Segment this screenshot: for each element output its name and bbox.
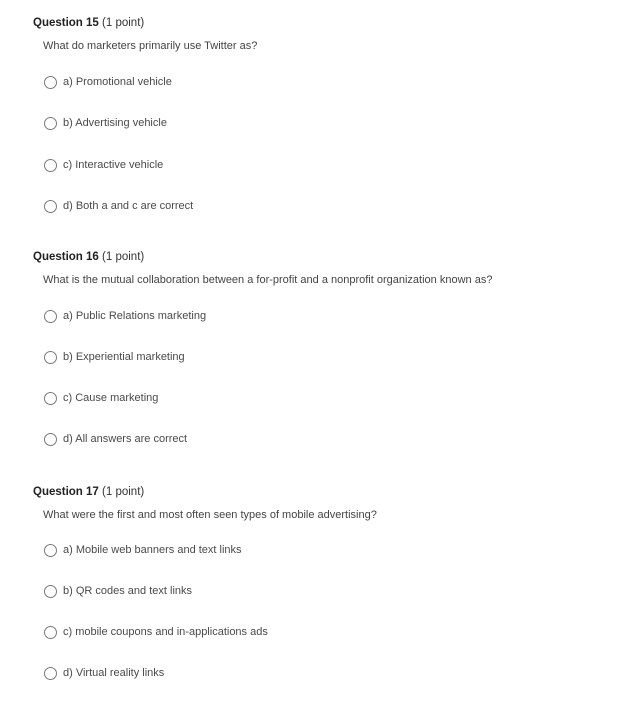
question-title: Question 16 — [33, 251, 99, 263]
radio-button[interactable] — [44, 76, 57, 89]
answer-option-a[interactable] — [44, 308, 206, 324]
radio-button[interactable] — [44, 159, 57, 172]
question-text: What were the first and most often seen types of mobile advertising? — [43, 509, 377, 521]
answer-option-a[interactable] — [44, 74, 172, 90]
answer-option-label[interactable]: a) Mobile web banners and text links — [63, 544, 242, 556]
radio-button[interactable] — [44, 200, 57, 213]
radio-button[interactable] — [44, 544, 57, 557]
radio-button[interactable] — [44, 585, 57, 598]
answer-option-label[interactable]: c) Cause marketing — [63, 392, 159, 404]
radio-button[interactable] — [44, 351, 57, 364]
answer-option-label[interactable]: d) Both a and c are correct — [63, 200, 194, 212]
answer-option-c[interactable] — [44, 624, 268, 640]
answer-option-label[interactable]: b) QR codes and text links — [63, 585, 193, 597]
question-header — [33, 251, 144, 263]
answer-option-label[interactable]: c) mobile coupons and in-applications ads — [63, 626, 268, 638]
answer-option-c[interactable] — [44, 157, 163, 173]
radio-button[interactable] — [44, 310, 57, 323]
radio-button[interactable] — [44, 626, 57, 639]
answer-option-b[interactable] — [44, 115, 167, 131]
answer-option-label[interactable]: a) Public Relations marketing — [63, 310, 207, 322]
answer-option-label[interactable]: a) Promotional vehicle — [63, 76, 172, 88]
question-title: Question 17 — [33, 486, 99, 498]
radio-button[interactable] — [44, 117, 57, 130]
question-header — [33, 486, 144, 498]
answer-option-d[interactable] — [44, 665, 164, 681]
answer-option-d[interactable] — [44, 198, 193, 214]
question-header — [33, 17, 144, 29]
question-text: What is the mutual collaboration between a for-profit and a nonprofit organization known as? — [43, 274, 493, 286]
answer-option-label[interactable]: d) All answers are correct — [63, 433, 188, 445]
answer-option-a[interactable] — [44, 542, 242, 558]
answer-option-d[interactable] — [44, 431, 187, 447]
answer-option-label[interactable]: b) Advertising vehicle — [63, 117, 167, 129]
answer-option-b[interactable] — [44, 583, 192, 599]
question-title: Question 15 — [33, 17, 99, 29]
question-points: (1 point) — [102, 486, 145, 498]
question-points: (1 point) — [102, 17, 145, 29]
radio-button[interactable] — [44, 433, 57, 446]
answer-option-label[interactable]: c) Interactive vehicle — [63, 159, 164, 171]
radio-button[interactable] — [44, 667, 57, 680]
answer-option-c[interactable] — [44, 390, 158, 406]
question-text: What do marketers primarily use Twitter as? — [43, 40, 258, 52]
answer-option-label[interactable]: d) Virtual reality links — [63, 667, 165, 679]
question-points: (1 point) — [102, 251, 145, 263]
answer-option-label[interactable]: b) Experiential marketing — [63, 351, 185, 363]
answer-option-b[interactable] — [44, 349, 185, 365]
radio-button[interactable] — [44, 392, 57, 405]
